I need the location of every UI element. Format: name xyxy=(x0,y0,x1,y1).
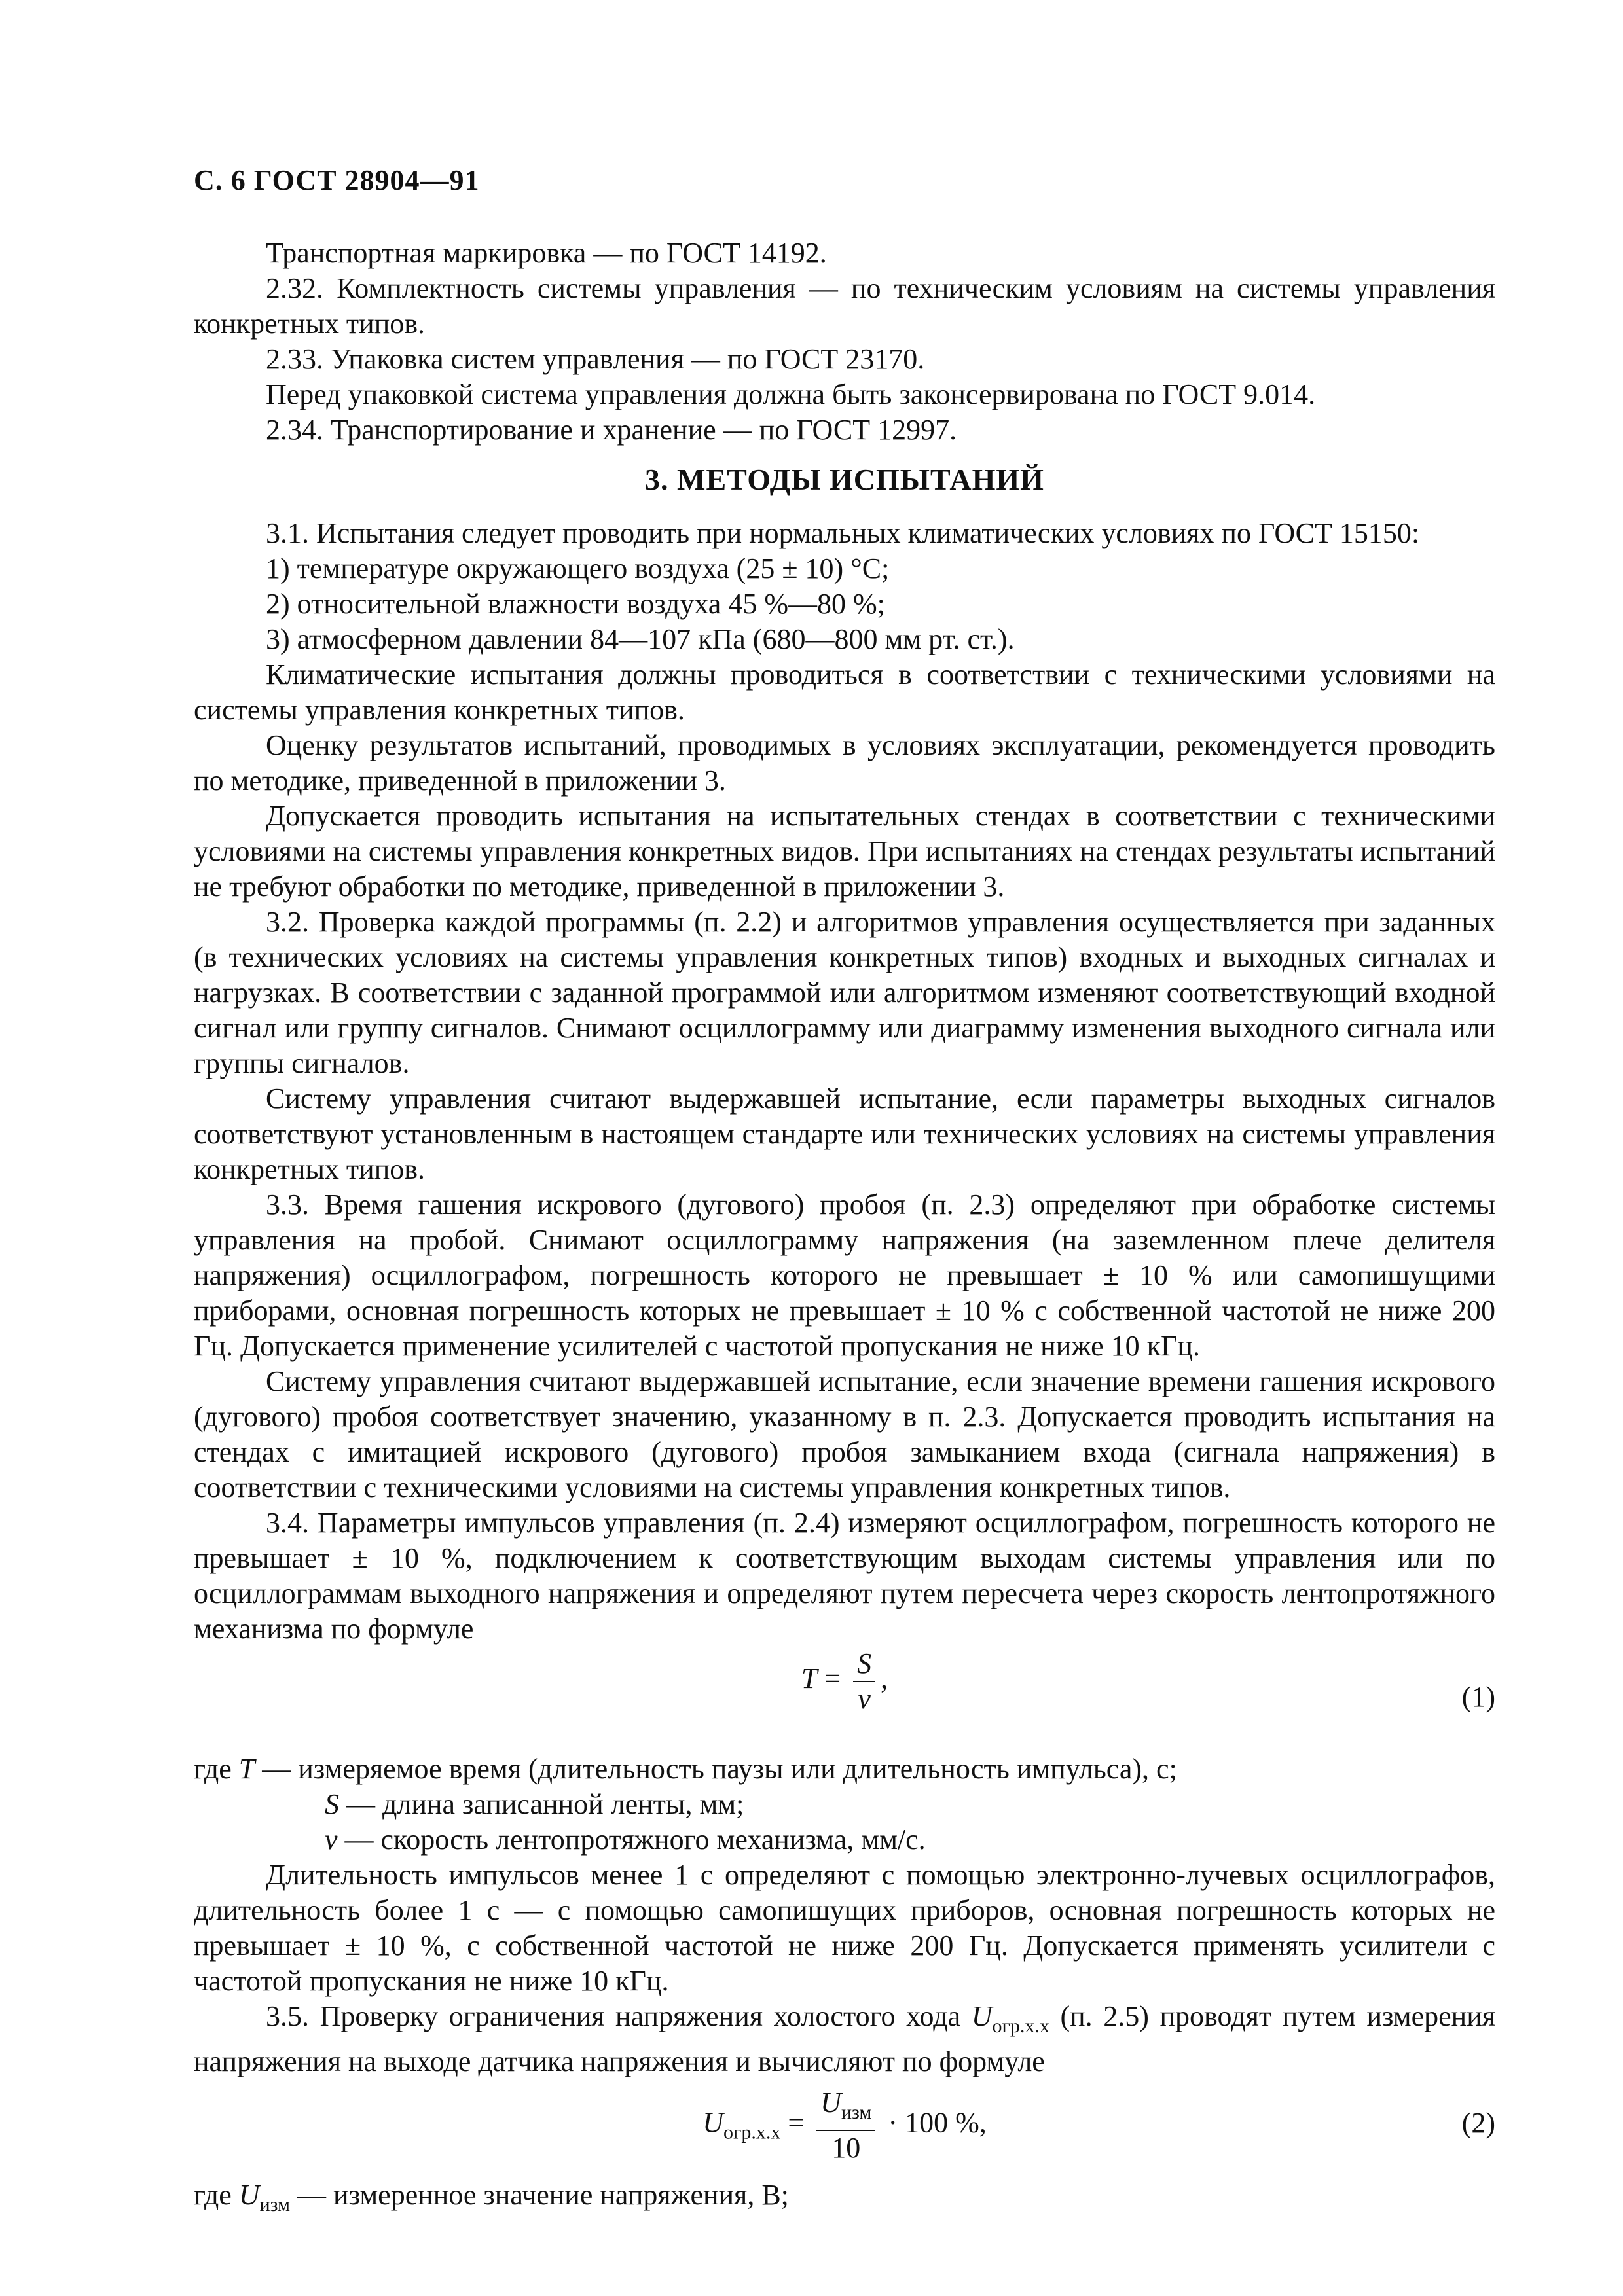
methods-paragraphs xyxy=(194,516,1495,1647)
paragraph: 2.34. Транспортирование и хранение — по ГОСТ 12997. xyxy=(266,414,957,446)
paragraph: 3.1. Испытания следует проводить при нормальных климатических условиях по ГОСТ 15150: xyxy=(266,517,1420,549)
document-body xyxy=(194,236,1495,2223)
section-title: 3. МЕТОДЫ ИСПЫТАНИЙ xyxy=(645,463,1044,496)
formula-1-number: (1) xyxy=(1461,1681,1495,1713)
formula-2-lhs-subscript: огр.х.х xyxy=(723,2121,781,2144)
formula-1-numerator: S xyxy=(853,1647,875,1682)
paragraph: Климатические испытания должны проводиться в соответствии с техническими условиями на системы управления конкретных типов. xyxy=(194,658,1495,726)
where2-subscript: изм xyxy=(259,2193,291,2215)
where-sym-T: T xyxy=(238,1753,255,1785)
paragraph-3-5 xyxy=(194,1999,1495,2079)
top-paragraphs xyxy=(194,236,1495,448)
where2-lead: где xyxy=(194,2178,232,2211)
paragraph: Систему управления считают выдержавшей испытание, если значение времени гашения искрового (дугового) пробоя соответствует значению, указанному в п. 2.3. Допускается проводить испытания на стендах с имитацией искрового (дугового) пробоя замыканием входа (сигнала напряжения) в соответствии с техническими условиями на системы управления конкретных типов. xyxy=(194,1365,1495,1503)
where2-text: — измеренное значение напряжения, В; xyxy=(297,2178,789,2211)
paragraph: Допускается проводить испытания на испытательных стендах в соответствии с техническими условиями на системы управления конкретных видов. При испытаниях на стендах результаты испытаний не требуют обработки по методике, приведенной в приложении 3. xyxy=(194,800,1495,903)
where-sym-S: S xyxy=(325,1788,339,1820)
where-definition-2 xyxy=(194,1787,1495,1822)
paragraph: 3) атмосферном давлении 84—107 кПа (680—800 мм рт. ст.). xyxy=(266,623,1015,655)
formula-1-lhs: T xyxy=(801,1662,818,1695)
formula-1-tail: , xyxy=(881,1662,888,1695)
where-text-v: — скорость лентопротяжного механизма, мм/с. xyxy=(344,1823,926,1856)
where-definition-1 xyxy=(194,1751,1495,1787)
paragraph: 1) температуре окружающего воздуха (25 ± 10) °C; xyxy=(266,552,890,584)
formula-2-eq: = xyxy=(788,2106,805,2139)
formula-1-fraction xyxy=(853,1647,875,1716)
where-text-S: — длина записанной ленты, мм; xyxy=(346,1788,744,1820)
paragraph: 3.2. Проверка каждой программы (п. 2.2) и алгоритмов управления осуществляется при заданных (в технических условиях на системы управления конкретных типов) входных и выходных сигналах и нагрузках. В соответствии с заданной программой или алгоритмом изменяют соответствующий входной сигнал или группу сигналов. Снимают осциллограмму или диаграмму изменения выходного сигнала или группы сигналов. xyxy=(194,906,1495,1079)
formula-2-number: (2) xyxy=(1461,2106,1495,2139)
paragraph-pulse-duration: Длительность импульсов менее 1 с определяют с помощью электронно-лучевых осциллографов, длительность более 1 с — с помощью самопишущих приборов, основная погрешность которых не превышает ± 10 %, с собственной частотой не ниже 200 Гц. Допускается применять усилители с частотой пропускания не ниже 10 кГц. xyxy=(194,1859,1495,1997)
where-definition-3 xyxy=(194,1822,1495,1857)
formula-1-denominator: v xyxy=(858,1683,871,1715)
paragraph: Транспортная маркировка — по ГОСТ 14192. xyxy=(266,237,827,269)
formula-2-denominator: 10 xyxy=(831,2131,861,2164)
paragraph: 2.32. Комплектность системы управления — по техническим условиям на системы управления конкретных типов. xyxy=(194,272,1495,340)
where-text-T: — измеряемое время (длительность паузы или длительность импульса), с; xyxy=(262,1753,1177,1785)
paragraph: 3.3. Время гашения искрового (дугового) пробоя (п. 2.3) определяют при обработке системы управления на пробой. Снимают осциллограмму напряжения (на заземленном плече делителя напряжения) осциллографом, погрешность которого не превышает ± 10 % или самопишущими приборами, основная погрешность которых не превышает ± 10 % с собственной частотой не ниже 200 Гц. Допускается применение усилителей с частотой пропускания не ниже 10 кГц. xyxy=(194,1189,1495,1362)
formula-1 xyxy=(194,1647,1495,1751)
where-definition-u xyxy=(194,2178,1495,2223)
formula-2 xyxy=(194,2079,1495,2178)
para35-subscript: огр.х.х xyxy=(992,2015,1049,2037)
paragraph: Перед упаковкой система управления должна быть законсервирована по ГОСТ 9.014. xyxy=(266,378,1316,410)
formula-2-lhs-symbol: U xyxy=(702,2106,724,2139)
paragraph: 3.4. Параметры импульсов управления (п. 2.4) измеряют осциллографом, погрешность которого не превышает ± 10 %, подключением к соответствующим выходам системы управления или по осциллограммам выходного напряжения и определяют путем пересчета через скорость лентопротяжного механизма по формуле xyxy=(194,1507,1495,1645)
formula-2-numerator xyxy=(816,2086,875,2131)
page-header: С. 6 ГОСТ 28904—91 xyxy=(194,164,480,196)
para35-start: 3.5. Проверку ограничения напряжения холостого хода xyxy=(266,2000,961,2032)
paragraph: Систему управления считают выдержавшей испытание, если параметры выходных сигналов соответствуют установленным в настоящем стандарте или технических условиях на системы управления конкретных типов. xyxy=(194,1083,1495,1185)
para35-end: (п. 2.5) проводят путем измерения напряжения на выходе датчика напряжения и вычисляют по формуле xyxy=(194,2000,1495,2077)
paragraph: Оценку результатов испытаний, проводимых в условиях эксплуатации, рекомендуется проводить по методике, приведенной в приложении 3. xyxy=(194,729,1495,797)
paragraph: 2.33. Упаковка систем управления — по ГОСТ 23170. xyxy=(266,343,925,375)
where-sym-v: v xyxy=(325,1823,338,1856)
formula-2-tail: · 100 %, xyxy=(888,2106,987,2139)
formula-2-num-symbol: U xyxy=(820,2086,841,2119)
formula-2-num-subscript: изм xyxy=(841,2101,872,2123)
where-lead: где xyxy=(194,1753,232,1785)
formula-1-eq: = xyxy=(824,1662,841,1695)
formula-2-fraction xyxy=(816,2086,875,2165)
paragraph: 2) относительной влажности воздуха 45 %—80 %; xyxy=(266,588,885,620)
where2-symbol: U xyxy=(238,2178,260,2211)
para35-symbol: U xyxy=(971,2000,993,2032)
